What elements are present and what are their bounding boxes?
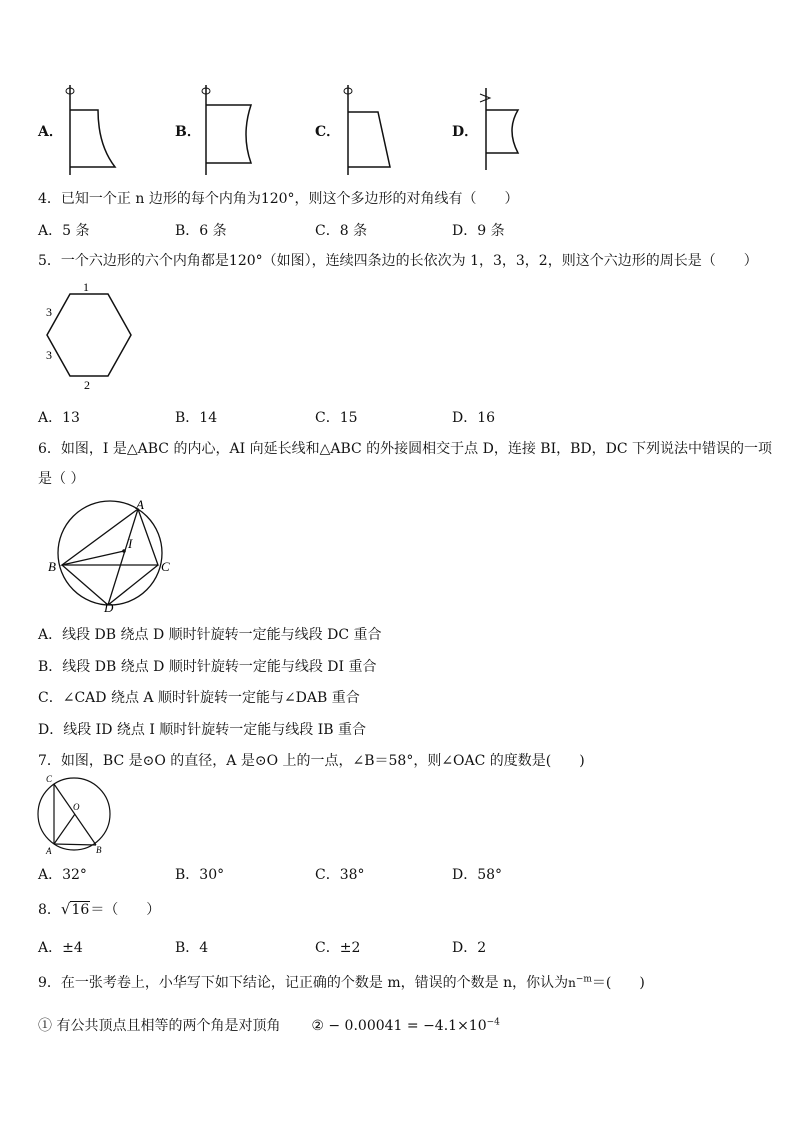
q7-circle-figure bbox=[36, 772, 116, 856]
q5-stem: 5．一个六边形的六个内角都是120°（如图），连续四条边的长依次为 1，3，3，2，则这个六边形的周长是（ ） bbox=[38, 253, 758, 269]
q7-option-c[interactable]: C．38° bbox=[315, 867, 365, 883]
q3-option-a-figure bbox=[60, 85, 120, 175]
q7-stem: 7．如图，BC 是⊙O 的直径，A 是⊙O 上的一点，∠B＝58°，则∠OAC 的度数是( ) bbox=[38, 753, 585, 769]
q4-stem: 4．已知一个正 n 边形的每个内角为120°，则这个多边形的对角线有（ ） bbox=[38, 191, 519, 207]
q7-label-b: B bbox=[96, 845, 102, 855]
q5-label-left-lower: 3 bbox=[46, 348, 52, 362]
q6-option-c[interactable]: C．∠CAD 绕点 A 顺时针旋转一定能与∠DAB 重合 bbox=[38, 690, 360, 706]
q5-label-top: 1 bbox=[83, 280, 89, 294]
q8-suffix: ＝（ ） bbox=[90, 902, 161, 918]
q8-radicand: 16 bbox=[71, 902, 90, 918]
q7-option-b[interactable]: B．30° bbox=[175, 867, 225, 883]
q7-label-o: O bbox=[73, 802, 80, 812]
q7-label-a: A bbox=[46, 846, 52, 856]
q8-prefix: 8． bbox=[38, 902, 61, 918]
q6-option-a[interactable]: A．线段 DB 绕点 D 顺时针旋转一定能与线段 DC 重合 bbox=[38, 627, 382, 643]
q9-item-2-expr: − 0.00041 = −4.1×10 bbox=[328, 1018, 487, 1034]
q3-option-a-label[interactable]: A． bbox=[38, 124, 63, 140]
q9-item-2-exp: −4 bbox=[486, 1017, 500, 1028]
q5-option-c[interactable]: C．15 bbox=[315, 410, 358, 426]
q3-option-d-label[interactable]: D． bbox=[452, 124, 479, 140]
q3-option-d-figure bbox=[476, 88, 526, 173]
q5-option-d[interactable]: D．16 bbox=[452, 410, 496, 426]
q5-hexagon-figure bbox=[38, 278, 134, 394]
q5-label-left-upper: 3 bbox=[46, 305, 52, 319]
q9-expr-tail: ＝( ) bbox=[591, 975, 645, 991]
q8-option-c[interactable]: C．±2 bbox=[315, 940, 361, 956]
q7-option-a[interactable]: A．32° bbox=[38, 867, 87, 883]
q6-label-b: B bbox=[48, 559, 56, 574]
q9-stem bbox=[38, 972, 645, 992]
q8-option-a[interactable]: A．±4 bbox=[38, 940, 83, 956]
q8-option-d[interactable]: D．2 bbox=[452, 940, 487, 956]
q6-label-c: C bbox=[161, 559, 170, 574]
q6-label-a: A bbox=[136, 497, 144, 512]
q4-option-b[interactable]: B．6 条 bbox=[175, 223, 227, 239]
q6-label-d: D bbox=[104, 600, 114, 615]
q4-option-a[interactable]: A．5 条 bbox=[38, 223, 90, 239]
q4-option-c[interactable]: C．8 条 bbox=[315, 223, 368, 239]
q7-label-c: C bbox=[46, 774, 53, 784]
sqrt-icon: √ bbox=[60, 900, 71, 918]
q9-expr-exp: −m bbox=[575, 974, 592, 985]
q9-item-1: ① 有公共顶点且相等的两个角是对顶角 bbox=[38, 1018, 281, 1034]
q9-items bbox=[38, 1015, 500, 1035]
q5-option-b[interactable]: B．14 bbox=[175, 410, 218, 426]
q6-option-b[interactable]: B．线段 DB 绕点 D 顺时针旋转一定能与线段 DI 重合 bbox=[38, 659, 377, 675]
q5-label-bottom: 2 bbox=[84, 378, 90, 392]
q8-stem bbox=[38, 899, 160, 919]
q3-option-b-label[interactable]: B． bbox=[175, 124, 201, 140]
q9-expr-base: n bbox=[568, 976, 576, 990]
q4-option-d[interactable]: D．9 条 bbox=[452, 223, 505, 239]
q6-stem-line1: 6．如图，I 是△ABC 的内心，AI 向延长线和△ABC 的外接圆相交于点 D，连接 BI，BD，DC 下列说法中错误的一项 bbox=[38, 441, 772, 457]
q6-label-i: I bbox=[128, 536, 133, 551]
q8-option-b[interactable]: B．4 bbox=[175, 940, 209, 956]
q6-circle-figure bbox=[38, 493, 178, 615]
q9-item-2-prefix: ② bbox=[311, 1018, 324, 1034]
q7-option-d[interactable]: D．58° bbox=[452, 867, 503, 883]
q3-option-c-figure bbox=[338, 85, 398, 175]
q6-option-d[interactable]: D．线段 ID 绕点 I 顺时针旋转一定能与线段 IB 重合 bbox=[38, 722, 367, 738]
q6-stem-line2: 是（ ） bbox=[38, 471, 85, 487]
q9-stem-text: 9．在一张考卷上，小华写下如下结论，记正确的个数是 m，错误的个数是 n，你认为 bbox=[38, 975, 569, 991]
q5-option-a[interactable]: A．13 bbox=[38, 410, 80, 426]
q3-option-c-label[interactable]: C． bbox=[315, 124, 341, 140]
q3-option-b-figure bbox=[196, 85, 266, 175]
